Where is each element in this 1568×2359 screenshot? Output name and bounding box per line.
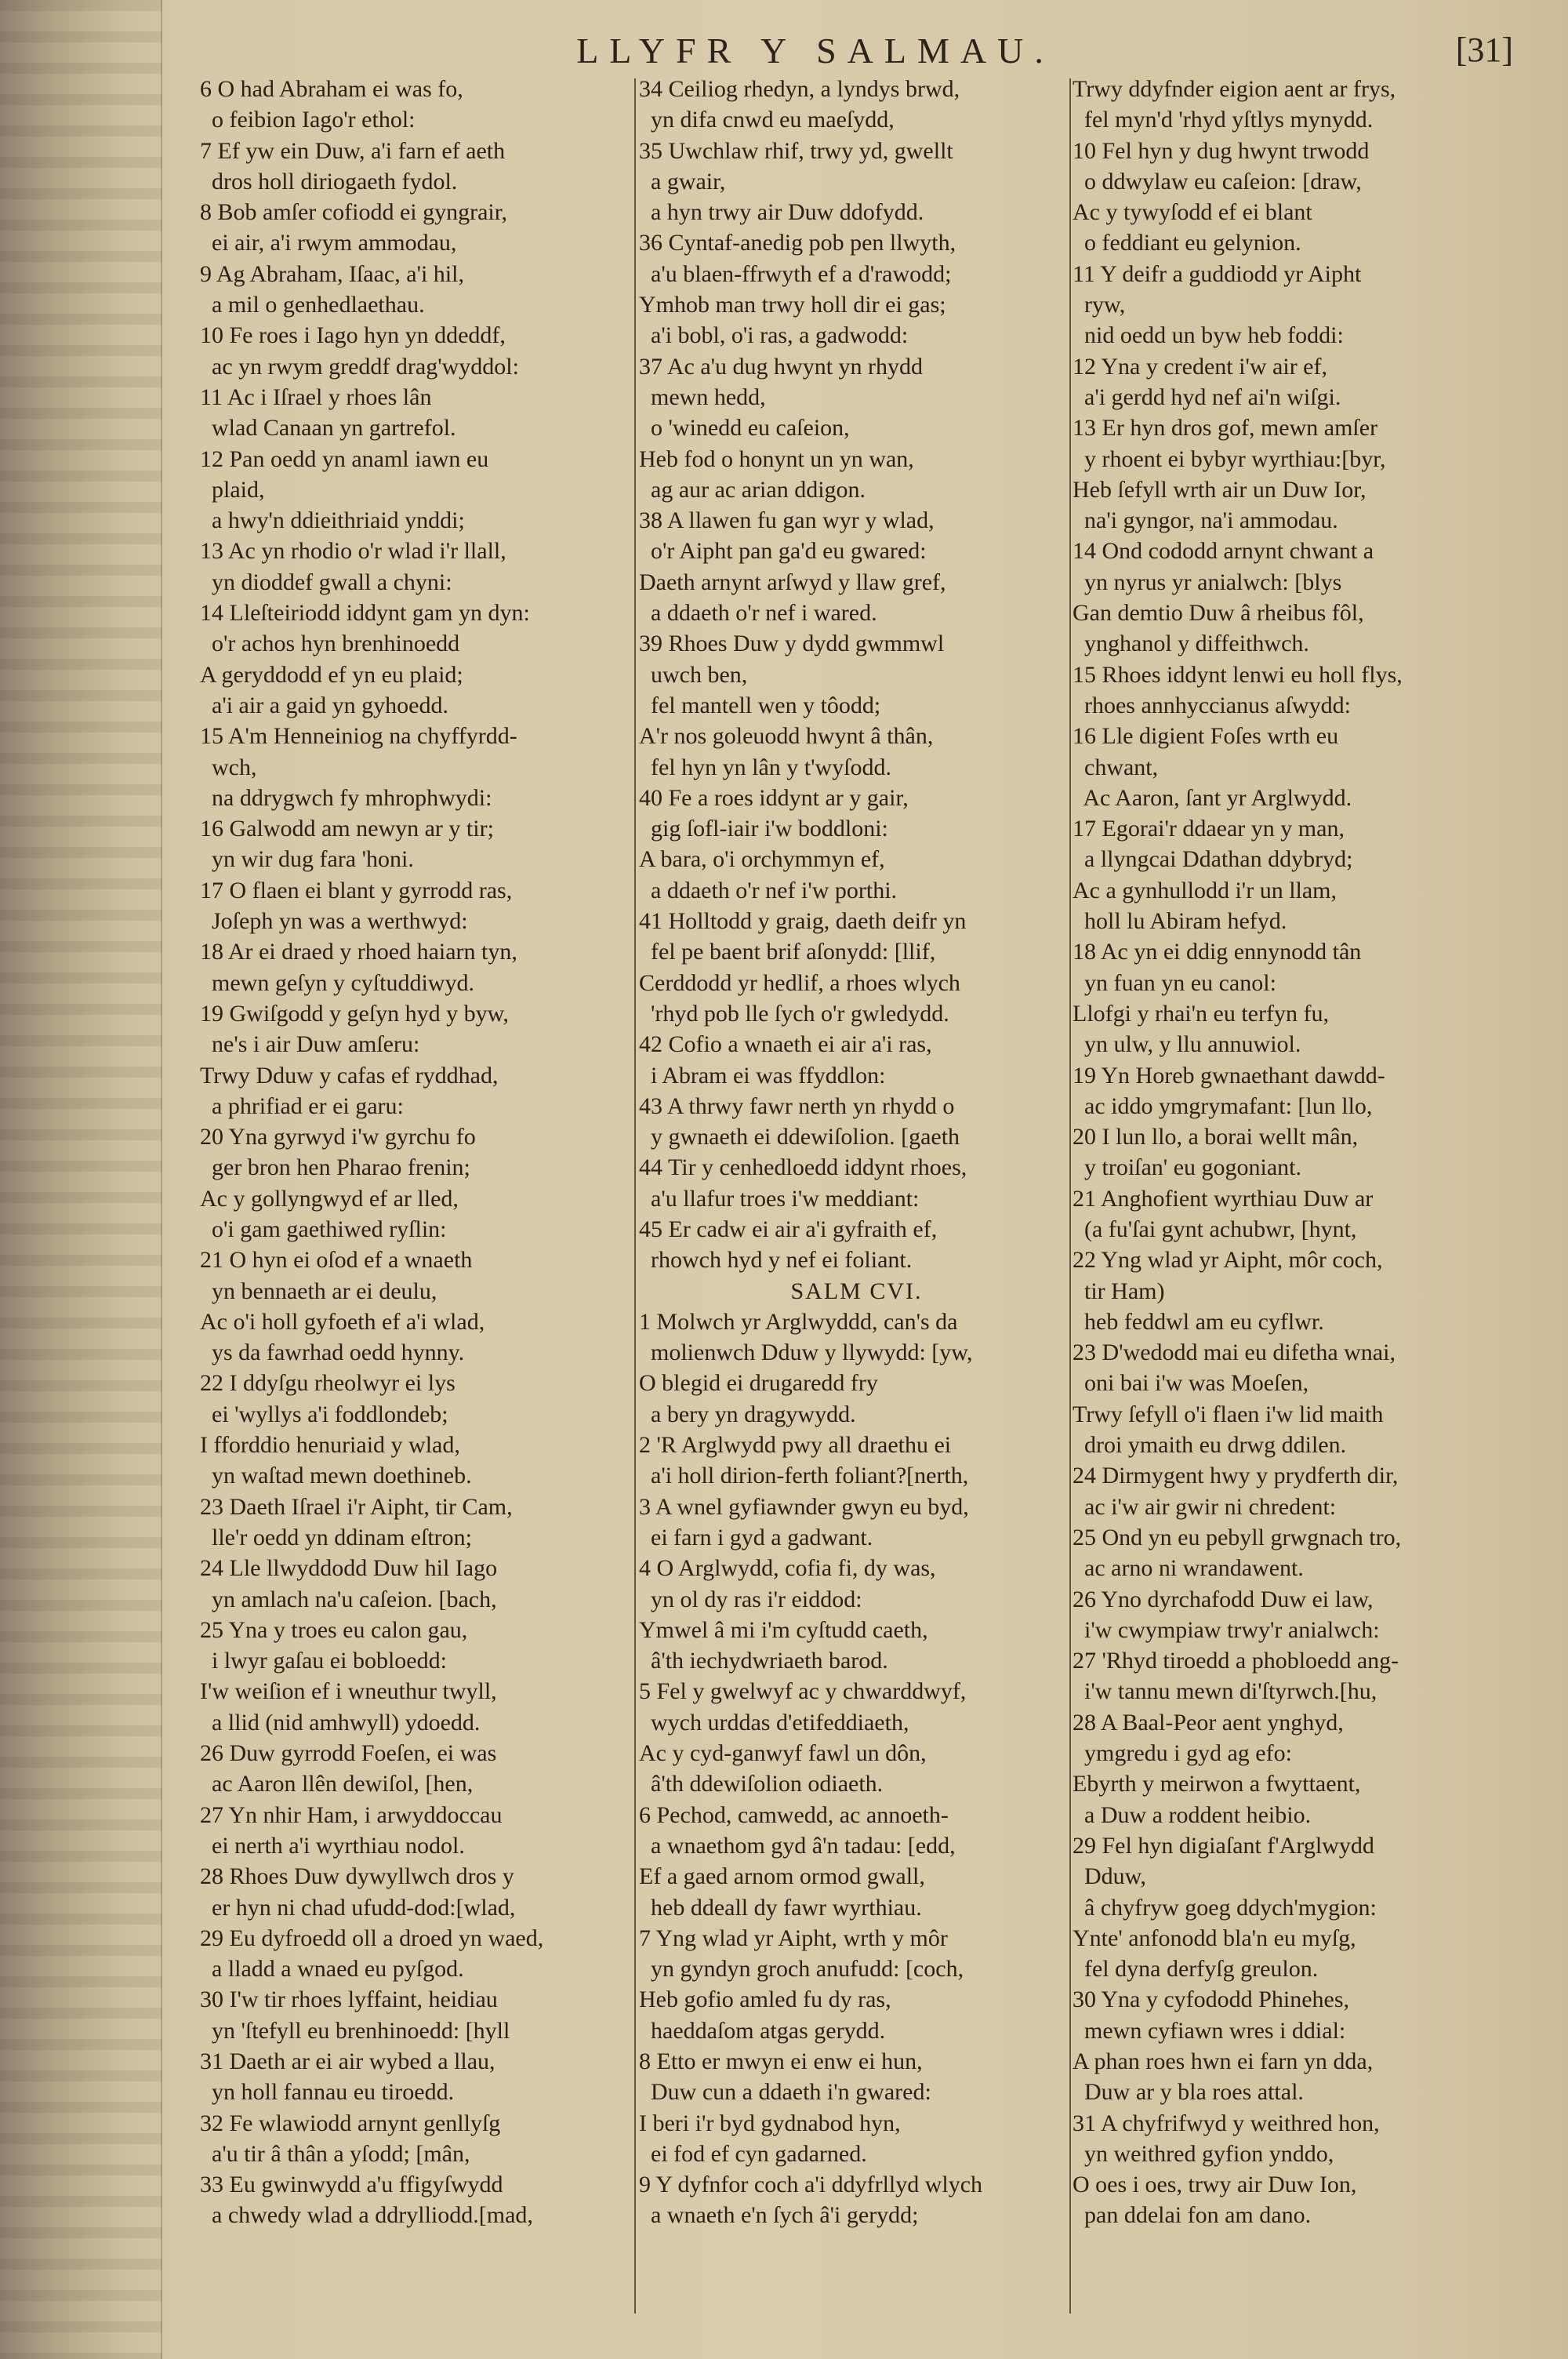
verse-line: a mil o genhedlaethau. [200, 292, 425, 318]
verse-line: ys da fawrhad oedd hynny. [200, 1339, 465, 1366]
verse-line: 23 D'wedodd mai eu difetha wnai, [1073, 1339, 1396, 1366]
verse-line: ymgredu i gyd ag efo: [1073, 1740, 1292, 1767]
verse-line: fel hyn yn lân y t'wyſodd. [639, 754, 892, 780]
verse-line: 11 Y deifr a guddiodd yr Aipht [1073, 260, 1362, 287]
verse-line: 17 Egorai'r ddaear yn y man, [1073, 816, 1345, 842]
verse-line: heb ddeall dy fawr wyrthiau. [639, 1894, 922, 1921]
verse-line: ryw, [1073, 292, 1126, 318]
verse-line: ac i'w air gwir ni chredent: [1073, 1493, 1337, 1520]
verse-line: Trwy Dduw y cafas ef ryddhad, [200, 1062, 499, 1089]
verse-line: 38 A llawen fu gan wyr y wlad, [639, 507, 935, 534]
verse-line: Ac y cyd-ganwyf fawl un dôn, [639, 1740, 927, 1767]
verse-line: 41 Holltodd y graig, daeth deifr yn [639, 908, 967, 935]
verse-line: holl lu Abiram hefyd. [1073, 908, 1287, 935]
verse-line: rhowch hyd y nef ei foliant. [639, 1247, 913, 1274]
verse-line: 35 Uwchlaw rhif, trwy yd, gwellt [639, 137, 953, 164]
verse-line: 25 Yna y troes eu calon gau, [200, 1616, 468, 1643]
verse-line: Ef a gaed arnom ormod gwall, [639, 1863, 925, 1890]
verse-line: 33 Eu gwinwydd a'u ffigyſwydd [200, 2172, 503, 2198]
verse-line: fel pe baent brif aſonydd: [llif, [639, 939, 936, 965]
verse-line: yn gyndyn groch anufudd: [coch, [639, 1956, 964, 1983]
verse-line: ei nerth a'i wyrthiau nodol. [200, 1832, 465, 1859]
verse-line: y troiſan' eu gogoniant. [1073, 1154, 1302, 1181]
verse-line: Ynte' anfonodd bla'n eu myſg, [1073, 1925, 1356, 1951]
text-column-middle [639, 74, 1074, 2231]
verse-line: a wnaeth e'n ſych â'i gerydd; [639, 2202, 919, 2229]
verse-line: â'th ddewiſolion odiaeth. [639, 1771, 884, 1797]
verse-line: ei air, a'i rwym ammodau, [200, 230, 457, 256]
verse-line: 27 'Rhyd tiroedd a phobloedd ang- [1073, 1648, 1399, 1674]
verse-line: dros holl diriogaeth fydol. [200, 168, 458, 194]
verse-line: 44 Tir y cenhedloedd iddynt rhoes, [639, 1154, 967, 1181]
verse-line: a'u blaen-ffrwyth ef a d'rawodd; [639, 260, 952, 287]
verse-line: a'u llafur troes i'w meddiant: [639, 1185, 920, 1212]
verse-line: 24 Lle llwyddodd Duw hil Iago [200, 1555, 498, 1582]
verse-line: A'r nos goleuodd hwynt â thân, [639, 723, 934, 750]
text-column-left [200, 74, 631, 2231]
verse-line: 11 Ac i Iſrael y rhoes lân [200, 383, 432, 410]
verse-line: fel myn'd 'rhyd yſtlys mynydd. [1073, 107, 1374, 133]
verse-line: yn bennaeth ar ei deulu, [200, 1278, 437, 1304]
verse-line: 22 Yng wlad yr Aipht, môr coch, [1073, 1247, 1383, 1274]
verse-line: mewn hedd, [639, 383, 766, 410]
verse-line: yn difa cnwd eu maeſydd, [639, 107, 895, 133]
verse-line: plaid, [200, 476, 265, 503]
verse-line: yn nyrus yr anialwch: [blys [1073, 569, 1342, 595]
verse-line: oni bai i'w was Moeſen, [1073, 1370, 1309, 1397]
verse-line: 13 Er hyn dros gof, mewn amſer [1073, 415, 1378, 442]
verse-line: lle'r oedd yn ddinam eſtron; [200, 1524, 472, 1550]
verse-line: 13 Ac yn rhodio o'r wlad i'r llall, [200, 538, 506, 565]
verse-line: ac iddo ymgrymafant: [lun llo, [1073, 1092, 1373, 1119]
verse-line: yn ol dy ras i'r eiddod: [639, 1586, 862, 1612]
verse-line: Heb fod o honynt un yn wan, [639, 445, 914, 472]
verse-line: 21 O hyn ei oſod ef a wnaeth [200, 1247, 473, 1274]
verse-line: rhoes annhyccianus aſwydd: [1073, 692, 1351, 718]
verse-line: ei farn i gyd a gadwant. [639, 1524, 873, 1550]
verse-line: a gwair, [639, 168, 726, 194]
verse-line: wlad Canaan yn gartrefol. [200, 415, 456, 442]
verse-line: a'i gerdd hyd nef ai'n wiſgi. [1073, 383, 1341, 410]
verse-line: Ebyrth y meirwon a fwyttaent, [1073, 1771, 1361, 1797]
verse-line: ac Aaron llên dewiſol, [hen, [200, 1771, 474, 1797]
verse-line: 22 I ddyſgu rheolwyr ei lys [200, 1370, 456, 1397]
verse-line: o'r achos hyn brenhinoedd [200, 631, 460, 657]
verse-line: o ddwylaw eu caſeion: [draw, [1073, 168, 1362, 194]
verse-line: ei 'wyllys a'i foddlondeb; [200, 1401, 448, 1427]
verse-line: 26 Duw gyrrodd Foeſen, ei was [200, 1740, 497, 1767]
verse-line: 8 Etto er mwyn ei enw ei hun, [639, 2048, 923, 2074]
verse-line: a bery yn dragywydd. [639, 1401, 856, 1427]
column-rule-left [634, 78, 636, 2314]
verse-line: i'w cwympiaw trwy'r anialwch: [1073, 1616, 1380, 1643]
verse-line: 31 A chyfrifwyd y weithred hon, [1073, 2110, 1380, 2136]
verse-line: 1 Molwch yr Arglwyddd, can's da [639, 1308, 958, 1335]
verse-line: yn 'ſtefyll eu brenhinoedd: [hyll [200, 2017, 510, 2044]
verse-line: 19 Yn Horeb gwnaethant dawdd- [1073, 1062, 1385, 1089]
verse-line: Trwy ſefyll o'i flaen i'w lid maith [1073, 1401, 1384, 1427]
verse-line: 8 Bob amſer cofiodd ei gyngrair, [200, 199, 508, 226]
verse-line: Daeth arnynt arſwyd y llaw gref, [639, 569, 946, 595]
verse-line: 40 Fe a roes iddynt ar y gair, [639, 784, 909, 811]
verse-line: O oes i oes, trwy air Duw Ion, [1073, 2172, 1357, 2198]
verse-line: a wnaethom gyd â'n tadau: [edd, [639, 1832, 956, 1859]
verse-line: yn ulw, y llu annuwiol. [1073, 1031, 1301, 1058]
verse-line: 29 Eu dyfroedd oll a droed yn waed, [200, 1925, 544, 1951]
verse-line: mewn geſyn y cyſtuddiwyd. [200, 969, 474, 996]
verse-line: 36 Cyntaf-anedig pob pen llwyth, [639, 230, 956, 256]
page-number: [31] [1455, 31, 1513, 69]
verse-line: 16 Lle digient Foſes wrth eu [1073, 723, 1339, 750]
verse-line: 5 Fel y gwelwyf ac y chwarddwyf, [639, 1678, 967, 1705]
verse-line: chwant, [1073, 754, 1159, 780]
verse-line: 24 Dirmygent hwy y prydferth dir, [1073, 1463, 1399, 1489]
verse-line: 7 Ef yw ein Duw, a'i farn ef aeth [200, 137, 506, 164]
verse-line: 21 Anghofient wyrthiau Duw ar [1073, 1185, 1374, 1212]
verse-line: Ymwel â mi i'm cyſtudd caeth, [639, 1616, 928, 1643]
verse-line: yn holl fannau eu tiroedd. [200, 2079, 455, 2106]
verse-line: na'i gyngor, na'i ammodau. [1073, 507, 1338, 534]
verse-line: a'i holl dirion-ferth foliant?[nerth, [639, 1463, 969, 1489]
verse-line: A phan roes hwn ei farn yn dda, [1073, 2048, 1374, 2074]
verse-line: 6 Pechod, camwedd, ac annoeth- [639, 1801, 949, 1828]
facing-page-edge [0, 0, 162, 2359]
verse-line: 'rhyd pob lle ſych o'r gwledydd. [639, 1000, 949, 1027]
verse-line: ynghanol y diffeithwch. [1073, 631, 1309, 657]
running-title: LLYFR Y SALMAU. [576, 31, 1054, 71]
verse-line: 15 Rhoes iddynt lenwi eu holl flys, [1073, 661, 1403, 688]
verse-line: y gwnaeth ei ddewiſolion. [gaeth [639, 1124, 960, 1150]
verse-line: 27 Yn nhir Ham, i arwyddoccau [200, 1801, 503, 1828]
verse-line: 31 Daeth ar ei air wybed a llau, [200, 2048, 495, 2074]
verse-line: Ac y tywyſodd ef ei blant [1073, 199, 1312, 226]
verse-line: 2 'R Arglwydd pwy all draethu ei [639, 1432, 952, 1459]
verse-line: 19 Gwiſgodd y geſyn hyd y byw, [200, 1000, 509, 1027]
verse-line: ac yn rwym greddf drag'wyddol: [200, 353, 519, 380]
verse-line: y rhoent ei bybyr wyrthiau:[byr, [1073, 445, 1386, 472]
verse-line: a Duw a roddent heibio. [1073, 1801, 1312, 1828]
verse-line: a phrifiad er ei garu: [200, 1092, 404, 1119]
verse-line: 10 Fe roes i Iago hyn yn ddeddf, [200, 322, 506, 349]
verse-line: I fforddio henuriaid y wlad, [200, 1432, 460, 1459]
verse-line: yn dioddef gwall a chyni: [200, 569, 452, 595]
verse-line: uwch ben, [639, 661, 748, 688]
verse-line: o 'winedd eu caſeion, [639, 415, 850, 442]
verse-line: 20 Yna gyrwyd i'w gyrchu fo [200, 1124, 476, 1150]
verse-line: yn amlach na'u caſeion. [bach, [200, 1586, 497, 1612]
verse-line: 4 O Arglwydd, cofia fi, dy was, [639, 1555, 936, 1582]
verse-line: a'i air a gaid yn gyhoedd. [200, 692, 448, 718]
verse-line: yn waſtad mewn doethineb. [200, 1463, 472, 1489]
verse-line: nid oedd un byw heb foddi: [1073, 322, 1344, 349]
verse-line: 34 Ceiliog rhedyn, a lyndys brwd, [639, 76, 960, 102]
verse-line: 16 Galwodd am newyn ar y tir; [200, 816, 494, 842]
verse-line: 26 Yno dyrchafodd Duw ei law, [1073, 1586, 1374, 1612]
verse-line: 42 Cofio a wnaeth ei air a'i ras, [639, 1031, 932, 1058]
verse-line: wch, [200, 754, 257, 780]
verse-line: 7 Yng wlad yr Aipht, wrth y môr [639, 1925, 948, 1951]
verse-line: 18 Ar ei draed y rhoed haiarn tyn, [200, 939, 517, 965]
verse-line: yn wir dug fara 'honi. [200, 846, 414, 873]
verse-line: Heb gofio amled fu dy ras, [639, 1986, 891, 2013]
verse-line: 18 Ac yn ei ddig ennynodd tân [1073, 939, 1362, 965]
verse-line: fel mantell wen y tôodd; [639, 692, 881, 718]
verse-line: a ddaeth o'r nef i'w porthi. [639, 877, 898, 903]
verse-line: a llid (nid amhwyll) ydoedd. [200, 1709, 481, 1736]
verse-line: mewn cyfiawn wres i ddial: [1073, 2017, 1346, 2044]
verse-line: fel dyna derfyſg greulon. [1073, 1956, 1319, 1983]
verse-line: Ac Aaron, ſant yr Arglwydd. [1073, 784, 1352, 811]
verse-line: o'i gam gaethiwed ryſlin: [200, 1216, 447, 1242]
verse-line: 30 I'w tir rhoes lyffaint, heidiau [200, 1986, 498, 2013]
verse-line: 17 O flaen ei blant y gyrrodd ras, [200, 877, 513, 903]
verse-line: I beri i'r byd gydnabod hyn, [639, 2110, 901, 2136]
verse-line: molienwch Dduw y llywydd: [yw, [639, 1339, 973, 1366]
verse-line: 3 A wnel gyfiawnder gwyn eu byd, [639, 1493, 969, 1520]
psalm-heading: SALM CVI. [790, 1278, 923, 1304]
verse-line: i'w tannu mewn di'ſtyrwch.[hu, [1073, 1678, 1377, 1705]
verse-line: Gan demtio Duw â rheibus fôl, [1073, 600, 1364, 627]
verse-line: 25 Ond yn eu pebyll grwgnach tro, [1073, 1524, 1402, 1550]
verse-line: (a fu'ſai gynt achubwr, [hynt, [1073, 1216, 1357, 1242]
verse-line: a ddaeth o'r nef i wared. [639, 600, 877, 627]
verse-line: O blegid ei drugaredd fry [639, 1370, 878, 1397]
verse-line: a hwy'n ddieithriaid ynddi; [200, 507, 465, 534]
verse-line: â'th iechydwriaeth barod. [639, 1648, 888, 1674]
verse-line: 28 A Baal-Peor aent ynghyd, [1073, 1709, 1344, 1736]
verse-line: 23 Daeth Iſrael i'r Aipht, tir Cam, [200, 1493, 513, 1520]
verse-line: 32 Fe wlawiodd arnynt genllyſg [200, 2110, 501, 2136]
verse-line: 39 Rhoes Duw y dydd gwmmwl [639, 631, 945, 657]
verse-line: 6 O had Abraham ei was fo, [200, 76, 463, 102]
verse-line: Llofgi y rhai'n eu terfyn fu, [1073, 1000, 1329, 1027]
verse-line: a'u tir â thân a yſodd; [mân, [200, 2140, 470, 2167]
verse-line: ac arno ni wrandawent. [1073, 1555, 1304, 1582]
verse-line: Cerddodd yr hedlif, a rhoes wlych [639, 969, 960, 996]
verse-line: o feibion Iago'r ethol: [200, 107, 416, 133]
verse-line: haeddaſom atgas gerydd. [639, 2017, 886, 2044]
verse-line: a hyn trwy air Duw ddofydd. [639, 199, 924, 226]
verse-line: i Abram ei was ffyddlon: [639, 1062, 886, 1089]
verse-line: 29 Fel hyn digiaſant f'Arglwydd [1073, 1832, 1374, 1859]
verse-line: 43 A thrwy fawr nerth yn rhydd o [639, 1092, 955, 1119]
verse-line: A geryddodd ef yn eu plaid; [200, 661, 463, 688]
verse-line: 37 Ac a'u dug hwynt yn rhydd [639, 353, 924, 380]
verse-line: 45 Er cadw ei air a'i gyfraith ef, [639, 1216, 938, 1242]
verse-line: Ac a gynhullodd i'r un llam, [1073, 877, 1338, 903]
verse-line: 9 Ag Abraham, Iſaac, a'i hil, [200, 260, 464, 287]
verse-line: wych urddas d'etifeddiaeth, [639, 1709, 909, 1736]
verse-line: heb feddwl am eu cyflwr. [1073, 1308, 1324, 1335]
verse-line: 12 Pan oedd yn anaml iawn eu [200, 445, 489, 472]
verse-line: 10 Fel hyn y dug hwynt trwodd [1073, 137, 1370, 164]
verse-line: I'w weiſion ef i wneuthur twyll, [200, 1678, 497, 1705]
verse-line: na ddrygwch fy mhrophwydi: [200, 784, 492, 811]
verse-line: ei fod ef cyn gadarned. [639, 2140, 867, 2167]
verse-line: 9 Y dyfnfor coch a'i ddyfrllyd wlych [639, 2172, 983, 2198]
verse-line: 30 Yna y cyfododd Phinehes, [1073, 1986, 1349, 2013]
verse-line: gig ſofl-iair i'w boddloni: [639, 816, 888, 842]
verse-line: ne's i air Duw amſeru: [200, 1031, 420, 1058]
verse-line: yn fuan yn eu canol: [1073, 969, 1276, 996]
verse-line: a llyngcai Ddathan ddybryd; [1073, 846, 1353, 873]
verse-line: 14 Lleſteiriodd iddynt gam yn dyn: [200, 600, 530, 627]
text-column-right [1073, 74, 1515, 2231]
verse-line: o'r Aipht pan ga'd eu gwared: [639, 538, 927, 565]
verse-line: tir Ham) [1073, 1278, 1165, 1304]
verse-line: Duw cun a ddaeth i'n gwared: [639, 2079, 931, 2106]
verse-line: a'i bobl, o'i ras, a gadwodd: [639, 322, 909, 349]
verse-line: yn weithred gyfion ynddo, [1073, 2140, 1334, 2167]
verse-line: Duw ar y bla roes attal. [1073, 2079, 1304, 2106]
verse-line: ger bron hen Pharao frenin; [200, 1154, 470, 1181]
verse-line: Joſeph yn was a werthwyd: [200, 908, 468, 935]
verse-line: Dduw, [1073, 1863, 1146, 1890]
verse-line: Ac o'i holl gyfoeth ef a'i wlad, [200, 1308, 485, 1335]
verse-line: 28 Rhoes Duw dywyllwch dros y [200, 1863, 514, 1890]
verse-line: 20 I lun llo, a borai wellt mân, [1073, 1124, 1359, 1150]
verse-line: A bara, o'i orchymmyn ef, [639, 846, 885, 873]
verse-line: 14 Ond cododd arnynt chwant a [1073, 538, 1374, 565]
verse-line: Trwy ddyfnder eigion aent ar frys, [1073, 76, 1396, 102]
verse-line: droi ymaith eu drwg ddilen. [1073, 1432, 1347, 1459]
verse-line: â chyfryw goeg ddych'mygion: [1073, 1894, 1377, 1921]
verse-line: pan ddelai fon am dano. [1073, 2202, 1312, 2229]
verse-line: Ymhob man trwy holl dir ei gas; [639, 292, 946, 318]
verse-line: 12 Yna y credent i'w air ef, [1073, 353, 1327, 380]
verse-line: o feddiant eu gelynion. [1073, 230, 1301, 256]
verse-line: a chwedy wlad a ddrylliodd.[mad, [200, 2202, 533, 2229]
verse-line: a lladd a wnaed eu pyſgod. [200, 1956, 464, 1983]
verse-line: Ac y gollyngwyd ef ar lled, [200, 1185, 459, 1212]
verse-line: i lwyr gaſau ei bobloedd: [200, 1648, 447, 1674]
verse-line: er hyn ni chad ufudd-dod:[wlad, [200, 1894, 516, 1921]
verse-line: Heb ſefyll wrth air un Duw Ior, [1073, 476, 1367, 503]
verse-line: 15 A'm Henneiniog na chyffyrdd- [200, 723, 517, 750]
verse-line: ag aur ac arian ddigon. [639, 476, 866, 503]
